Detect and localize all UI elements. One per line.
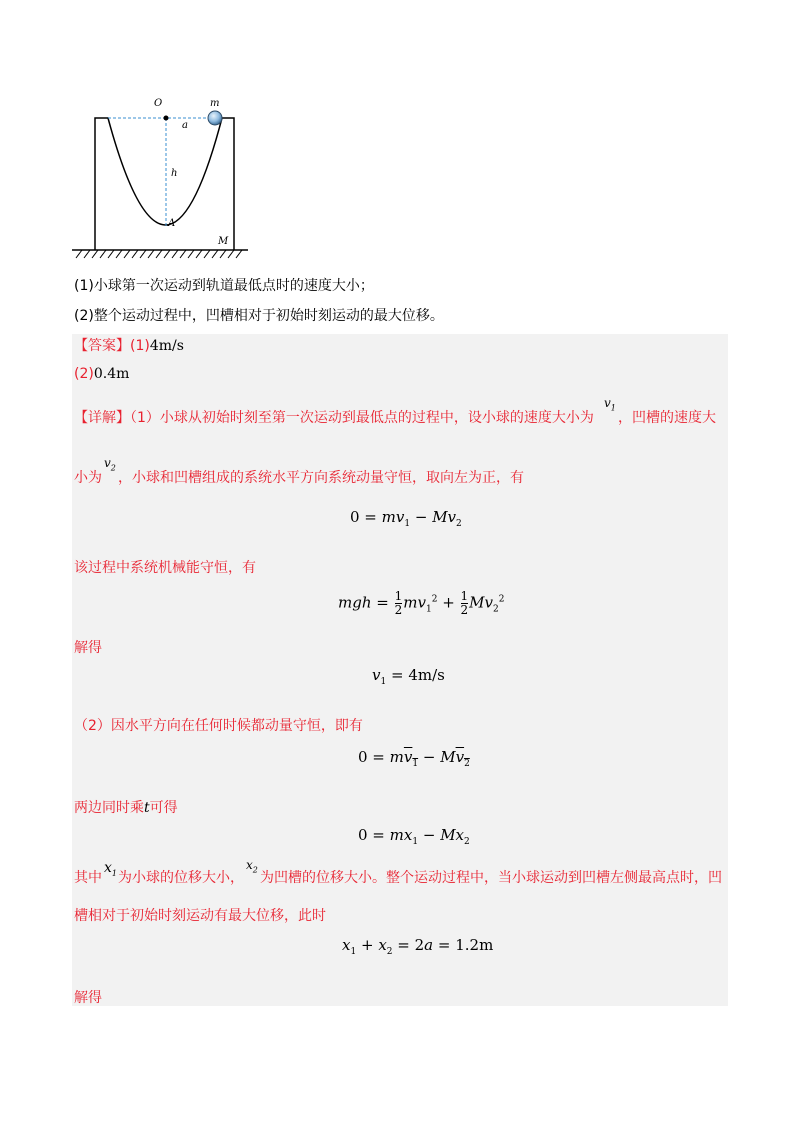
- equation-momentum: $0 = mv_1 - Mv_2$: [350, 508, 462, 529]
- detail-text-7a: 其中: [74, 870, 102, 886]
- label-a: a: [182, 120, 188, 131]
- answer-line-2: [74, 364, 129, 384]
- detail-text-5: （2）因水平方向在任何时候都动量守恒，即有: [74, 718, 363, 734]
- answer-1-value: 4m/s: [149, 338, 184, 354]
- detail-text-6b: 可得: [149, 800, 178, 816]
- answer-2-prefix: (2): [74, 366, 94, 382]
- label-point-a: A: [168, 218, 176, 229]
- equation-total-displacement: $x_1 + x_2 = 2a = 1.2m$: [342, 936, 494, 957]
- label-h: h: [171, 168, 178, 179]
- label-big-m: M: [218, 236, 229, 247]
- detail-text-6a: 两边同时乘: [74, 800, 144, 816]
- symbol-x1: $x_1$: [104, 860, 117, 878]
- answer-tag: 【答案】: [74, 338, 130, 354]
- detail-text-1b: ，凹槽的速度大: [618, 410, 716, 426]
- detail-tag: 【详解】: [74, 410, 130, 426]
- answer-2-value: 0.4m: [93, 366, 130, 382]
- point-o: [164, 116, 169, 121]
- symbol-v2: $v_2$: [104, 456, 116, 473]
- detail-text-2a: 小为: [74, 470, 102, 486]
- detail-text-4: 解得: [74, 640, 102, 656]
- equation-average-momentum: $0 = mv_1 - Mv_2$: [358, 748, 470, 769]
- detail-text-1a: （1）小球从初始时刻至第一次运动到最低点的过程中，设小球的速度大小为: [130, 410, 594, 426]
- bowl-track-diagram: [70, 92, 250, 264]
- equation-energy: mgh = $\frac{1}{2}$ $mv_1^2$ + $\frac{1}{2}$ $Mv_2^2$: [338, 589, 505, 617]
- detail-text-9: 解得: [74, 990, 102, 1006]
- question-1: (1)小球第一次运动到轨道最低点时的速度大小；: [74, 278, 374, 294]
- label-o: O: [154, 98, 163, 109]
- detail-line-1: [74, 408, 594, 428]
- detail-line-6: [74, 798, 178, 818]
- detail-text-3: 该过程中系统机械能守恒，有: [74, 560, 256, 576]
- detail-text-2b: ，小球和凹槽组成的系统水平方向系统动量守恒，取向左为正，有: [118, 470, 524, 486]
- detail-text-8: 槽相对于初始时刻运动有最大位移，此时: [74, 908, 326, 924]
- symbol-x2: $x_2$: [246, 858, 258, 875]
- groove-body: [95, 118, 234, 250]
- label-m: m: [210, 98, 220, 109]
- question-2: (2)整个运动过程中，凹槽相对于初始时刻运动的最大位移。: [74, 308, 444, 324]
- symbol-t: t: [144, 800, 150, 816]
- ground-hatching: [76, 250, 242, 258]
- equation-result-v1: $v_1 = 4m/s$: [372, 666, 445, 687]
- ball: [208, 111, 222, 125]
- symbol-v1: $v_1$: [604, 396, 616, 413]
- detail-text-7b: 为小球的位移大小，: [118, 870, 244, 886]
- detail-text-7c: 为凹槽的位移大小。整个运动过程中，当小球运动到凹槽左侧最高点时，凹: [260, 870, 722, 886]
- answer-1-prefix: (1): [130, 338, 150, 354]
- equation-displacement: $0 = mx_1 - Mx_2$: [358, 826, 470, 847]
- answer-line-1: [74, 336, 184, 356]
